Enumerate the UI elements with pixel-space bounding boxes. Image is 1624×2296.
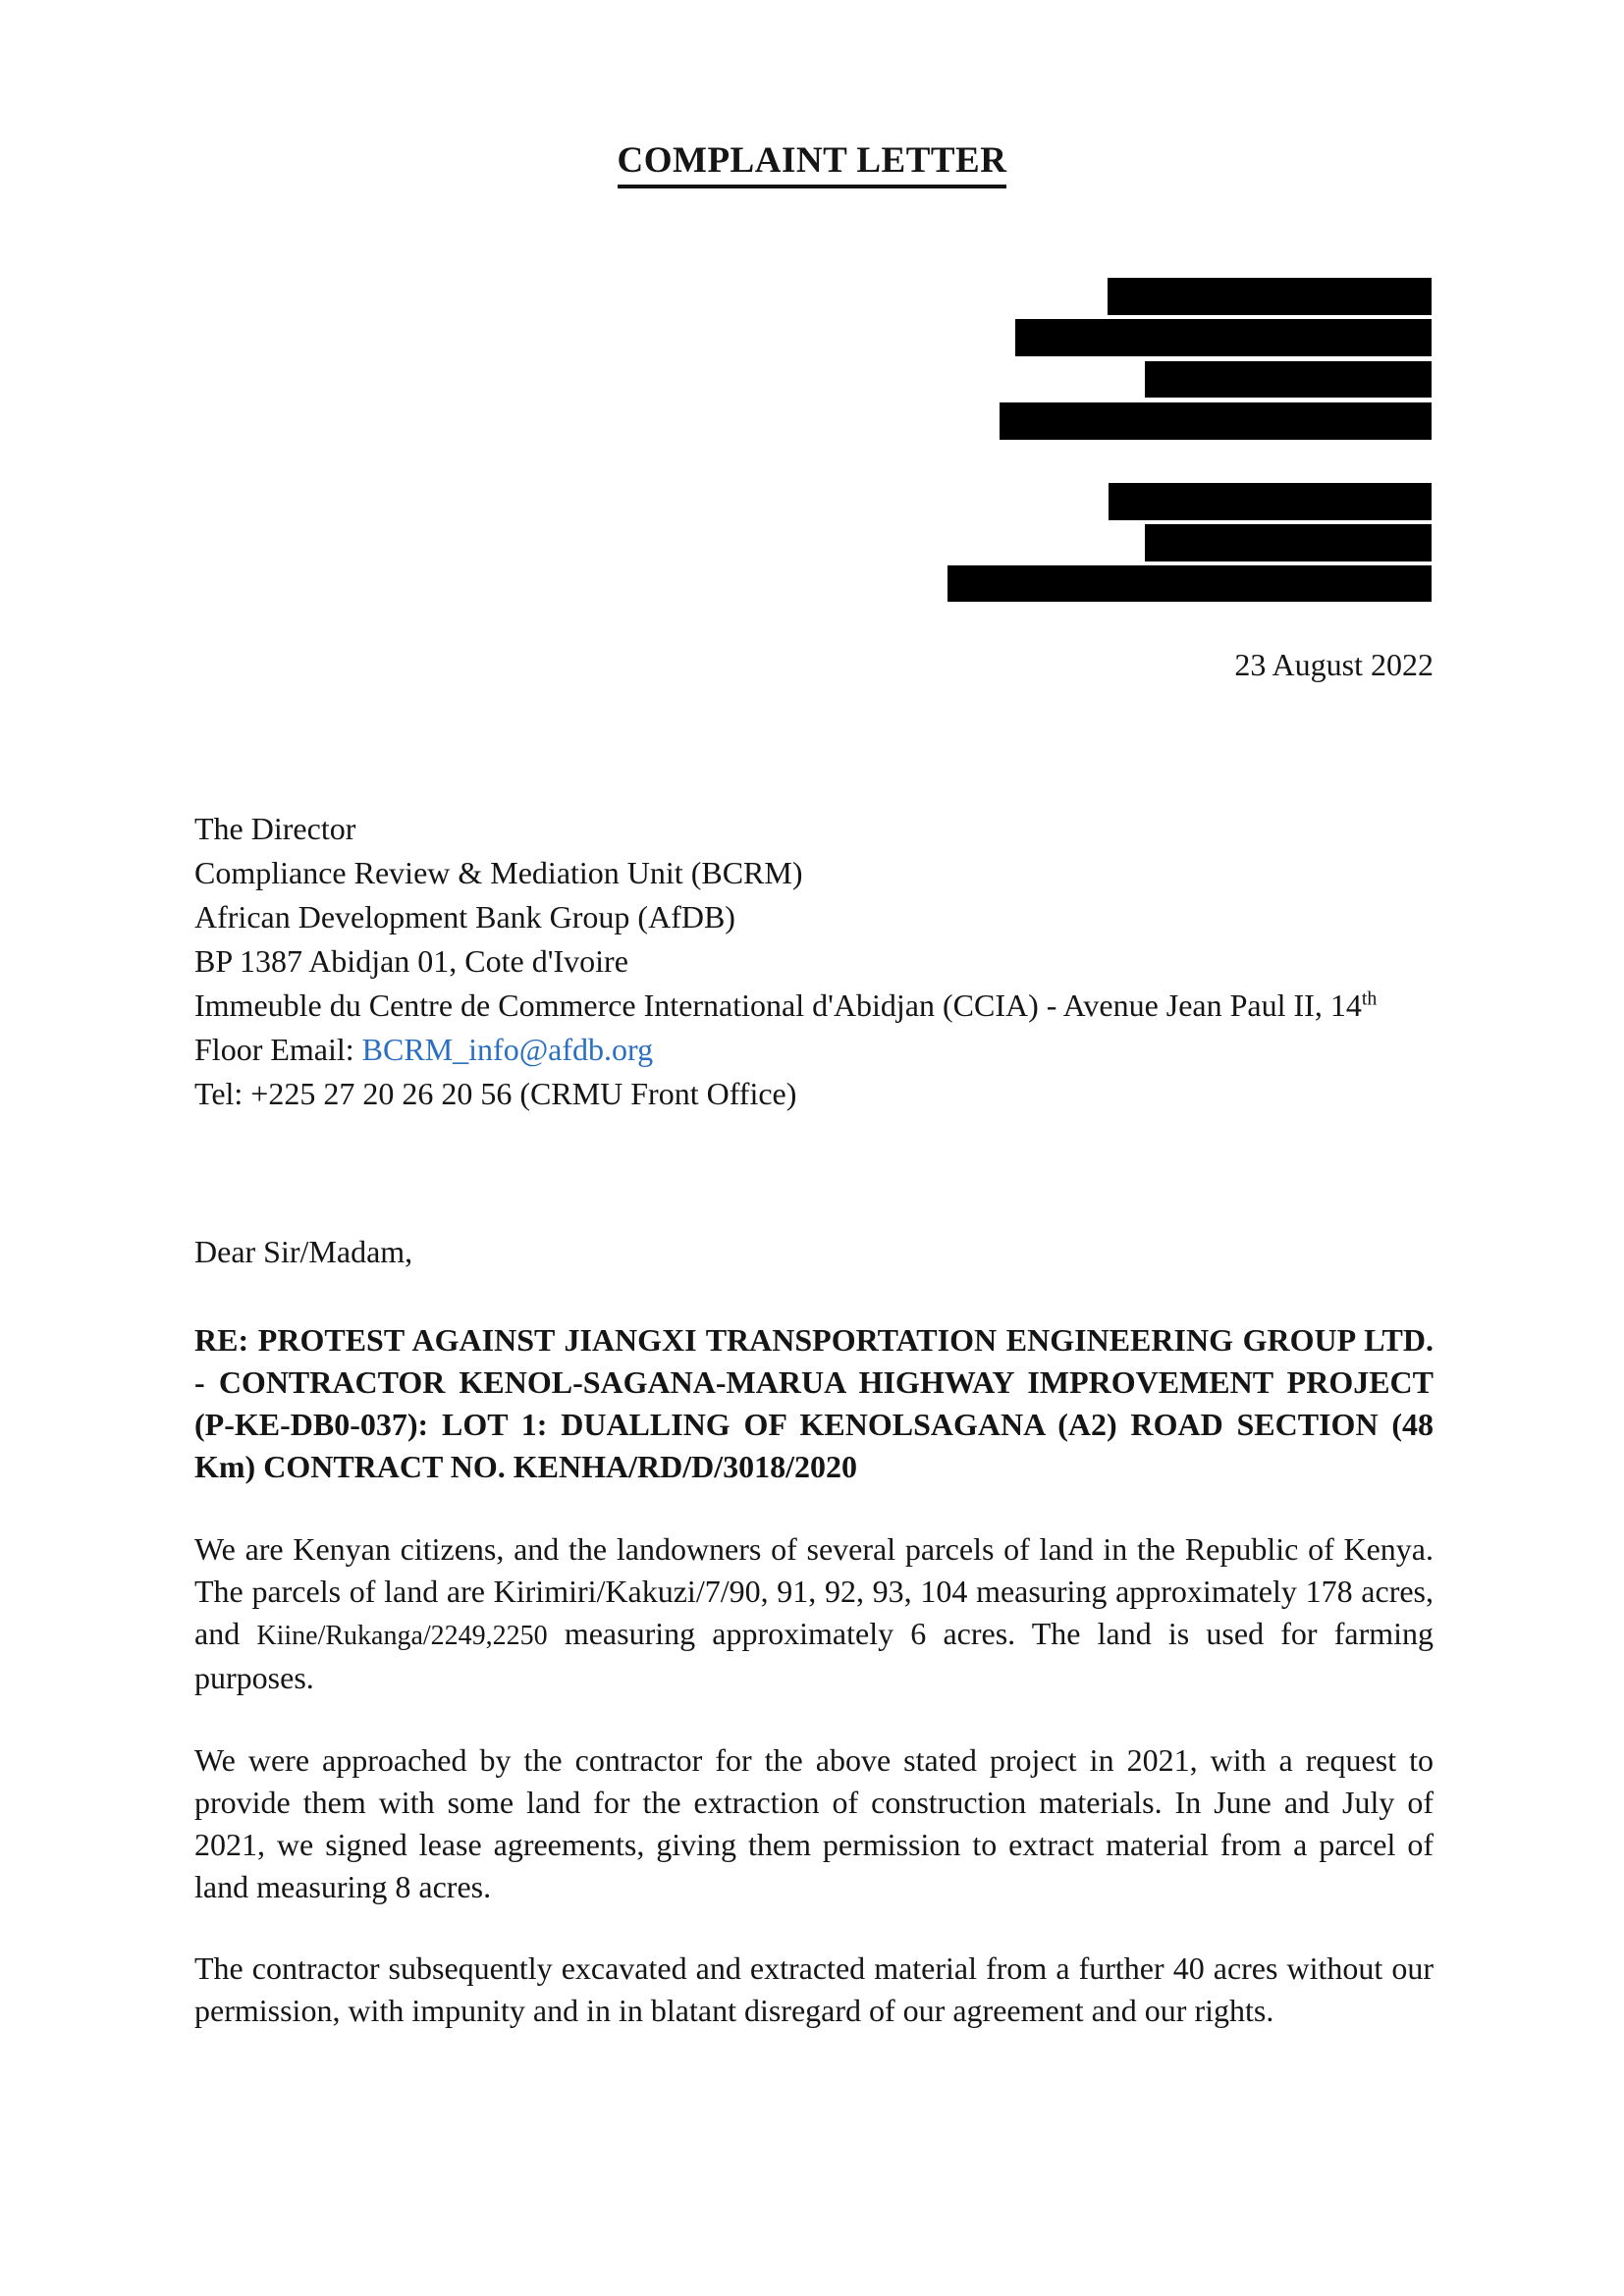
redaction-bar <box>1145 361 1432 398</box>
p1-parcel-reference: Kiine/Rukanga/2249,2250 <box>256 1621 548 1651</box>
recipient-line-tel: Tel: +225 27 20 26 20 56 (CRMU Front Office) <box>194 1076 797 1111</box>
floor-ordinal-suffix: th <box>1361 988 1378 1010</box>
redaction-bar <box>1000 402 1432 440</box>
body-paragraph-2: We were approached by the contractor for the above stated project in 2021, with a request to provide them with some land for the extraction of construction materials. In June and July of 2021, we signed lease agreements, giving them permission to extract material from a parcel of land measuring 8 acres. <box>194 1742 1434 1904</box>
recipient-line-bank: African Development Bank Group (AfDB) <box>194 899 735 934</box>
letter-title: COMPLAINT LETTER <box>618 139 1007 188</box>
redaction-bar <box>1108 278 1432 315</box>
redaction-bar <box>1109 483 1432 520</box>
redaction-bar <box>1015 319 1432 356</box>
recipient-block <box>194 807 1461 1116</box>
recipient-line-street <box>194 984 1461 1028</box>
redaction-bar <box>1145 524 1432 561</box>
p1-text-after: measuring approximately 6 acres. The land is used for farming purposes. <box>194 1616 1435 1695</box>
body-paragraph-3: The contractor subsequently excavated and extracted material from a further 40 acres without our permission, with impunity and in in blatant disregard of our agreement and our rights. <box>194 1950 1434 2028</box>
email-label: Floor Email: <box>194 1032 362 1067</box>
recipient-line-director: The Director <box>194 811 356 846</box>
redaction-bar <box>947 565 1432 602</box>
subject-heading: RE: PROTEST AGAINST JIANGXI TRANSPORTATION ENGINEERING GROUP LTD. - CONTRACTOR KENOL-SAGANA-MARUA HIGHWAY IMPROVEMENT PROJECT (P-KE-DB0-037): LOT 1: DUALLING OF KENOLSAGANA (A2) ROAD SECTION (48 Km) CONTRACT NO. KENHA/RD/D/3018/2020 <box>194 1322 1434 1484</box>
p1-text-before: We are Kenyan citizens, and the landowners of several parcels of land in the Republic of Kenya. The parcels of land are Kirimiri/Kakuzi/7/90, 91, 92, 93, 104 measuring approximately 178 acres, and <box>194 1531 1434 1651</box>
email-link[interactable]: BCRM_info@afdb.org <box>361 1032 654 1067</box>
body-paragraph-1 <box>194 1528 1434 1699</box>
street-text: Immeuble du Centre de Commerce International d'Abidjan (CCIA) - Avenue Jean Paul II, 14 <box>194 988 1362 1023</box>
recipient-line-unit: Compliance Review & Mediation Unit (BCRM) <box>194 855 803 890</box>
letter-date: 23 August 2022 <box>1234 647 1434 682</box>
salutation: Dear Sir/Madam, <box>194 1234 413 1269</box>
recipient-line-email <box>194 1028 1461 1072</box>
recipient-line-po-box: BP 1387 Abidjan 01, Cote d'Ivoire <box>194 943 628 979</box>
